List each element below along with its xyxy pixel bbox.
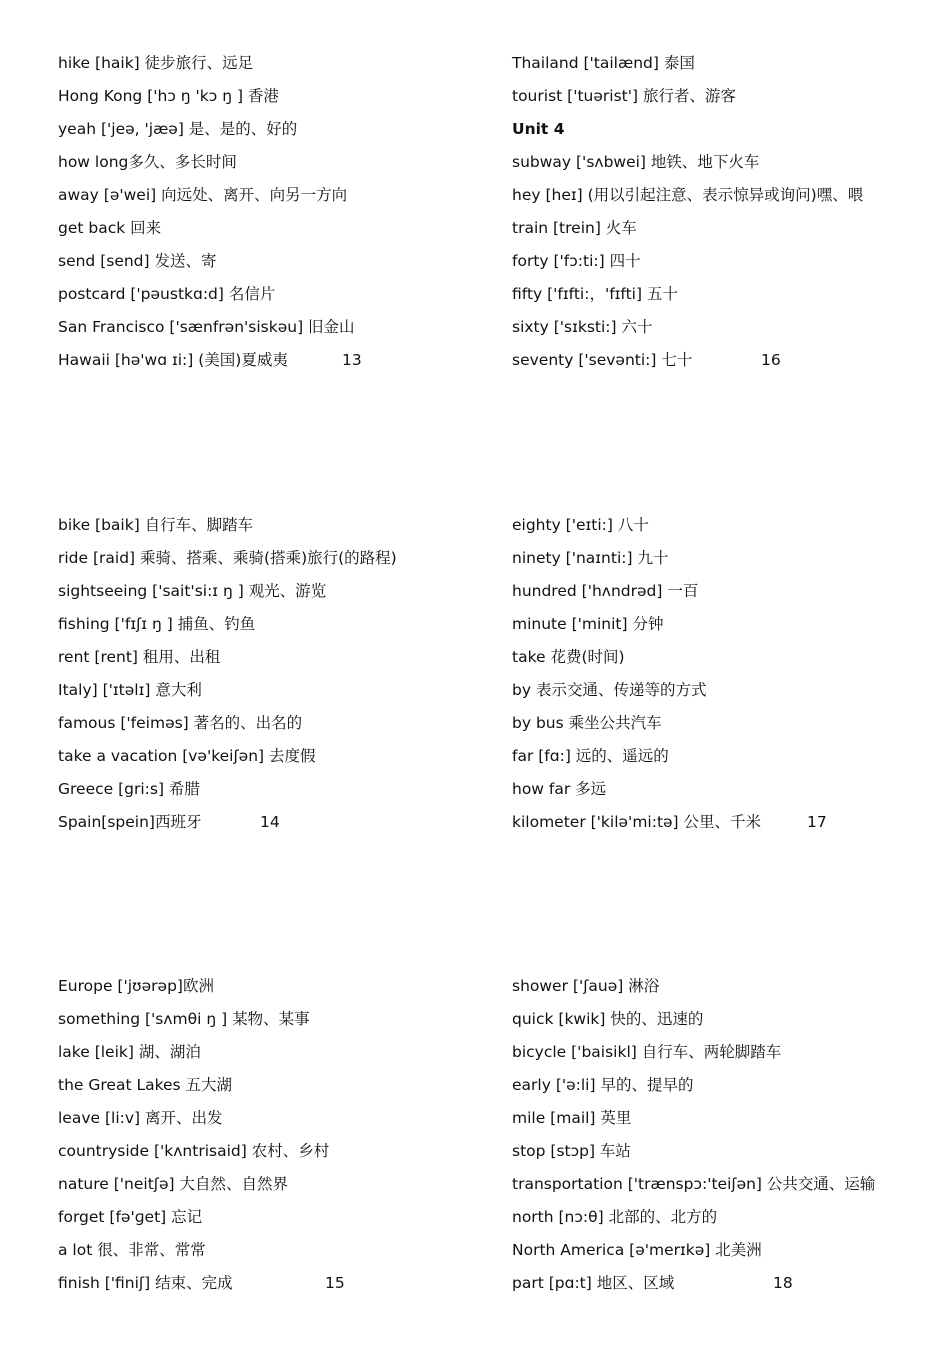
vocab-entry-last bbox=[512, 806, 912, 839]
vocab-entry-text: Spain[spein]西班牙 bbox=[58, 813, 202, 831]
vocab-entry: mile [mail] 英里 bbox=[512, 1109, 632, 1127]
vocab-entry: fifty ['fɪfti:，'fɪfti] 五十 bbox=[512, 285, 678, 303]
vocab-entry: Italy] ['ɪtəlɪ] 意大利 bbox=[58, 681, 202, 699]
page-number: 13 bbox=[342, 351, 362, 369]
vocab-entry: rent [rent] 租用、出租 bbox=[58, 648, 221, 666]
vocab-entry: lake [leik] 湖、湖泊 bbox=[58, 1043, 201, 1061]
vocab-entry-text: Hawaii [hə'wɑ ɪi:] (美国)夏威夷 bbox=[58, 351, 288, 369]
vocab-block-page-15 bbox=[58, 970, 458, 1300]
vocab-entry: stop [stɔp] 车站 bbox=[512, 1142, 631, 1160]
page-number: 17 bbox=[807, 813, 827, 831]
vocab-entry-text: seventy ['sevənti:] 七十 bbox=[512, 351, 693, 369]
vocab-entry: North America [ə'merɪkə] 北美洲 bbox=[512, 1241, 762, 1259]
vocab-block-page-18 bbox=[512, 970, 912, 1300]
vocab-entry-text: kilometer ['kilə'mi:tə] 公里、千米 bbox=[512, 813, 762, 831]
vocab-entry: Greece [gri:s] 希腊 bbox=[58, 780, 200, 798]
vocab-entry: by bus 乘坐公共汽车 bbox=[512, 714, 662, 732]
vocab-entry-text: finish ['finiʃ] 结束、完成 bbox=[58, 1274, 233, 1292]
vocab-entry: get back 回来 bbox=[58, 219, 162, 237]
vocab-block-page-17 bbox=[512, 509, 912, 839]
vocab-entry-last bbox=[512, 1267, 912, 1300]
vocab-entry: yeah ['jeə, 'jæə] 是、是的、好的 bbox=[58, 120, 298, 138]
vocab-entry: send [send] 发送、寄 bbox=[58, 252, 217, 270]
vocab-entry: bike [baik] 自行车、脚踏车 bbox=[58, 516, 254, 534]
vocab-entry: the Great Lakes 五大湖 bbox=[58, 1076, 233, 1094]
unit-heading: Unit 4 bbox=[512, 120, 565, 138]
vocab-entry: north [nɔ:θ] 北部的、北方的 bbox=[512, 1208, 718, 1226]
vocab-entry: San Francisco ['sænfrən'siskəu] 旧金山 bbox=[58, 318, 355, 336]
vocab-entry-last bbox=[512, 344, 912, 377]
vocab-entry: tourist ['tuərist'] 旅行者、游客 bbox=[512, 87, 736, 105]
vocab-entry: sightseeing ['sait'si:ɪ ŋ ] 观光、游览 bbox=[58, 582, 327, 600]
vocab-block-page-13 bbox=[58, 47, 458, 377]
vocab-entry: forty ['fɔ:ti:] 四十 bbox=[512, 252, 641, 270]
vocab-entry: forget [fə'ɡet] 忘记 bbox=[58, 1208, 203, 1226]
page-number: 15 bbox=[325, 1274, 345, 1292]
vocab-entry: shower ['ʃauə] 淋浴 bbox=[512, 977, 660, 995]
vocab-entry: Thailand ['tailænd] 泰国 bbox=[512, 54, 695, 72]
vocab-entry: take 花费(时间) bbox=[512, 648, 625, 666]
vocab-entry-last bbox=[58, 1267, 458, 1300]
vocab-entry: eighty ['eɪti:] 八十 bbox=[512, 516, 649, 534]
vocab-entry: bicycle ['baisikl] 自行车、两轮脚踏车 bbox=[512, 1043, 782, 1061]
vocab-block-page-16 bbox=[512, 47, 912, 377]
page-number: 14 bbox=[260, 813, 280, 831]
vocab-entry: ninety ['naɪnti:] 九十 bbox=[512, 549, 669, 567]
vocab-entry: far [fɑ:] 远的、遥远的 bbox=[512, 747, 669, 765]
vocab-entry: countryside ['kʌntrisaid] 农村、乡村 bbox=[58, 1142, 330, 1160]
vocab-entry: how long多久、多长时间 bbox=[58, 153, 237, 171]
vocab-entry: subway ['sʌbwei] 地铁、地下火车 bbox=[512, 153, 760, 171]
page-number: 18 bbox=[773, 1274, 793, 1292]
vocab-entry: fishing ['fɪʃɪ ŋ ] 捕鱼、钓鱼 bbox=[58, 615, 256, 633]
vocab-entry: how far 多远 bbox=[512, 780, 607, 798]
vocab-entry: Europe ['jʊərəp]欧洲 bbox=[58, 977, 214, 995]
vocab-entry: postcard ['pəustkɑ:d] 名信片 bbox=[58, 285, 276, 303]
vocab-entry: away [ə'wei] 向远处、离开、向另一方向 bbox=[58, 186, 348, 204]
vocab-entry: something ['sʌmθi ŋ ] 某物、某事 bbox=[58, 1010, 310, 1028]
vocab-entry: train [trein] 火车 bbox=[512, 219, 637, 237]
vocab-entry: hundred ['hʌndrəd] 一百 bbox=[512, 582, 699, 600]
vocab-entry: hike [haik] 徒步旅行、远足 bbox=[58, 54, 254, 72]
vocab-entry: quick [kwik] 快的、迅速的 bbox=[512, 1010, 704, 1028]
vocab-entry: transportation ['trænspɔ:'teiʃən] 公共交通、运输 bbox=[512, 1175, 876, 1193]
vocab-entry-last bbox=[58, 806, 458, 839]
vocab-entry: leave [li:v] 离开、出发 bbox=[58, 1109, 223, 1127]
vocab-entry: sixty ['sɪksti:] 六十 bbox=[512, 318, 653, 336]
vocab-entry: ride [raid] 乘骑、搭乘、乘骑(搭乘)旅行(的路程) bbox=[58, 549, 397, 567]
vocab-block-page-14 bbox=[58, 509, 458, 839]
vocab-entry-text: part [pɑ:t] 地区、区域 bbox=[512, 1274, 675, 1292]
vocab-entry: take a vacation [və'keiʃən] 去度假 bbox=[58, 747, 316, 765]
vocab-entry: minute ['minit] 分钟 bbox=[512, 615, 664, 633]
page-number: 16 bbox=[761, 351, 781, 369]
vocab-entry-last bbox=[58, 344, 458, 377]
vocab-entry: early ['ə:li] 早的、提早的 bbox=[512, 1076, 694, 1094]
vocab-entry: a lot 很、非常、常常 bbox=[58, 1241, 206, 1259]
vocab-entry: nature ['neitʃə] 大自然、自然界 bbox=[58, 1175, 288, 1193]
vocab-entry: Hong Kong ['hɔ ŋ 'kɔ ŋ ] 香港 bbox=[58, 87, 279, 105]
vocab-entry: hey [heɪ] (用以引起注意、表示惊异或询问)嘿、喂 bbox=[512, 186, 864, 204]
vocab-entry: famous ['feiməs] 著名的、出名的 bbox=[58, 714, 303, 732]
vocab-entry: by 表示交通、传递等的方式 bbox=[512, 681, 707, 699]
